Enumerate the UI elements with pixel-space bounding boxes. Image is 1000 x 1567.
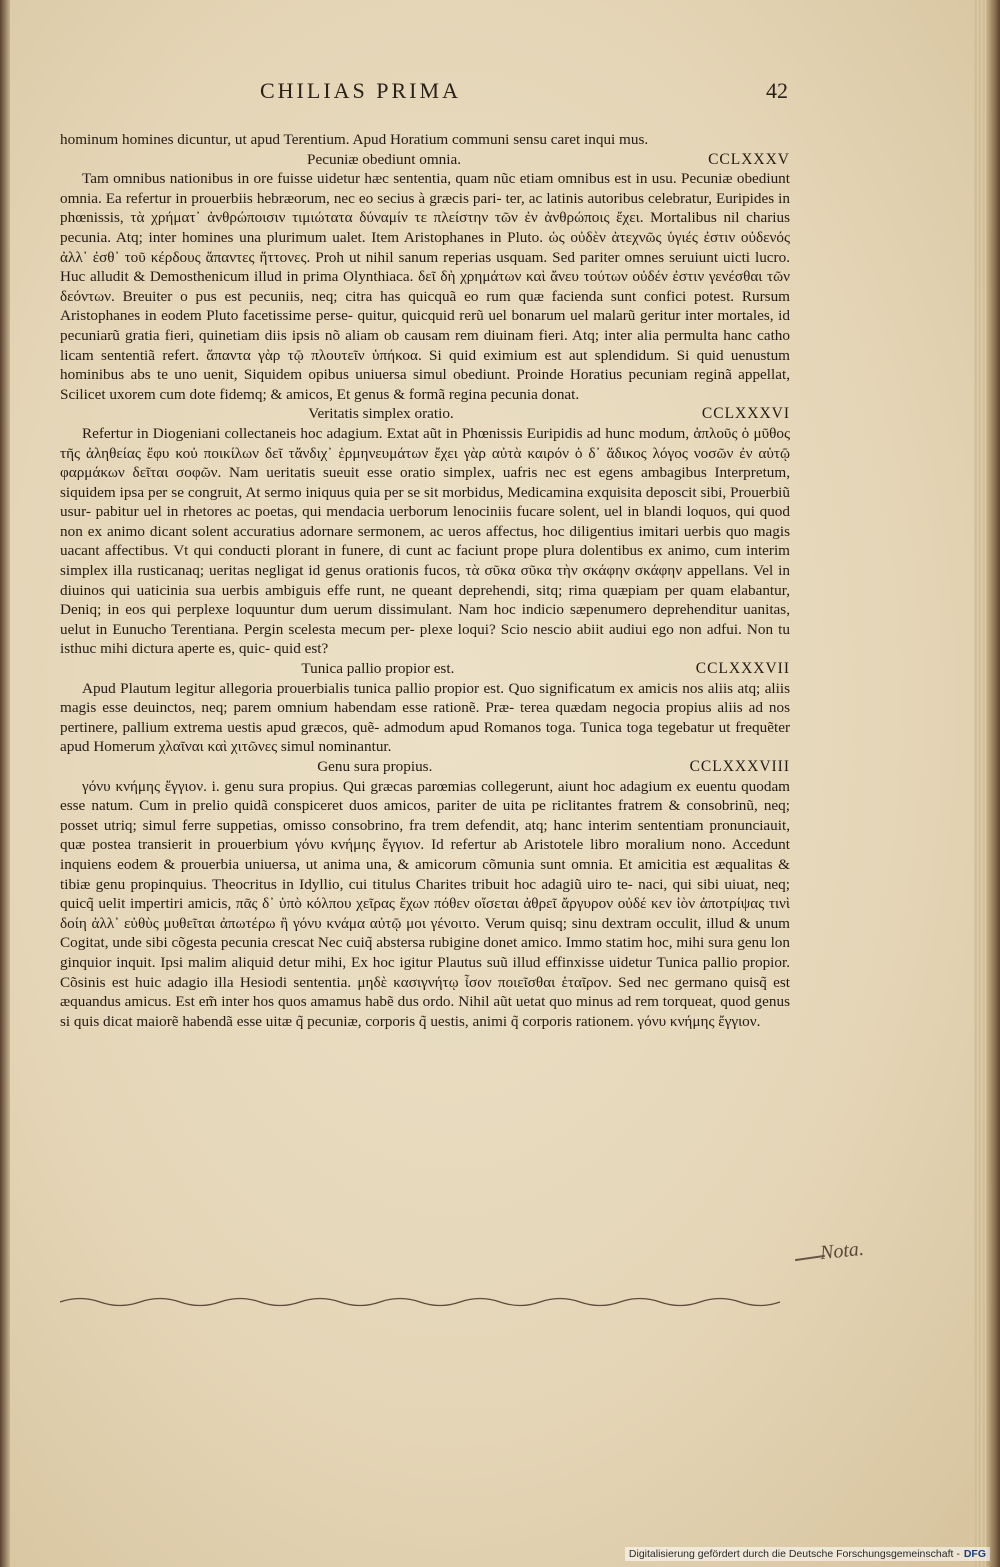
adage-title: Tunica pallio propior est. <box>301 660 455 678</box>
adage-title: Pecuniæ obediunt omnia. <box>307 150 462 168</box>
adage-heading-285 <box>60 150 790 170</box>
dfg-logo: DFG <box>963 1548 986 1560</box>
text-block-3: Refertur in Diogeniani collectaneis hoc adagium. Extat aũt in Phœnissis Euripidis ad hunc modum, ἁπλοῦς ὁ μῦθος τῆς ἀληθείας ἔφυ κοὐ ποικίλων δεῖ τἄνδιχ᾽ ἑρμηνευμάτων ἔχει γὰρ αὐτὰ καιρόν ὁ δ᾽ ἄδικος λόγος νοσῶν ἐν αὑτῷ φαρμάκων δεῖται σοφῶν. Nam ueritatis sueuit esse oratio simplex, uafris nec est egens ambagibus Interpretum, siquidem ipsa per se congruit, At sermo iniquus quia per se sit morbidus, Medicamina exquisita deposcit sibi, Prouerbiũ usur- pabitur uel in rhetores ac poetas, qui mendacia uerborum lenociniis fucare solent, uel in blandi loquos, qui quod non ex animo dicant solent accuratius adornare sermonem, ac ueros affectus, hoc diligentius imitari uerbis quo magis uacant affectibus. Vt qui conducti plorant in funere, di cunt ac faciunt prope plura dolentibus ex animo, cum interim simplex illa rusticanaq; ueritas negligat id genus orationis fucos, τὰ σῦκα σῦκα τὴν σκάφην σκάφην appellans. Vel in diuinos qui uaticinia sua uerbis ambiguis effe runt, ne queant deprehendi, sitq; rima quæpiam per quam elabantur, Deniq; in eos qui perplexe loquuntur dum uerum dissimulant. Nam hoc indicio sæpenumero deprehenditur uanitas, uelut in Eunucho Terentiana. Pergin scelesta mecum per- plexe loqui? Scio nescio abiit audiui ego non adfui. Non tu isthuc mihi dictura aperte es, quic- quid est? <box>60 424 790 658</box>
running-title: CHILIAS PRIMA <box>260 78 461 103</box>
adage-number: CCLXXXVIII <box>689 758 790 775</box>
adage-title: Veritatis simplex oratio. <box>308 405 454 423</box>
adage-title: Genu sura propius. <box>317 758 433 775</box>
adage-heading-286 <box>60 404 790 424</box>
main-text <box>60 130 790 1031</box>
running-head <box>60 78 790 118</box>
adage-number: CCLXXXVI <box>701 405 790 423</box>
text-block-1: hominum homines dicuntur, ut apud Terentium. Apud Horatium communi sensu caret inqui mus. <box>60 131 649 148</box>
adage-heading-288 <box>60 757 790 777</box>
page-number: 42 <box>766 78 788 103</box>
book-edge <box>986 0 1000 1567</box>
text-block-5: γόνυ κνήμης ἔγγιον. i. genu sura propius. Qui græcas parœmias collegerunt, aiunt hoc adagium ex euentu quodam esse natum. Cum in prelio quidã conspiceret duos amicos, pariter de uita pe riclitantes fratrem & consobrinũ, neq; posset utriq; simul ferre suppetias, omisso consobrino, fra trem defendit, atq; hanc interim sententiam pronunciauit, quæ postea transierit in prouerbium γόνυ κνήμης ἔγγιον. Id refertur ab Aristotele libro moralium nono. Accedunt inquiens eodem & prouerbia uniuersa, ut anima una, & amicorum cõmunia sunt omnia. Et amicitia est æqualitas & tibiæ genu propinquius. Theocritus in Idyllio, cui titulus Charites tribuit hoc adagiũ uiro te- naci, qui sibi uiuat, neq; quicq̃ uelit impertiri amicis, πᾶς δ᾽ ὑπὸ κόλπου χεῖρας ἔχων πόθεν οἴσεται ἀθρεῖ ἄργυρον οὐδέ κεν ἰὸν ἀποτρίψας τινὶ δοίη ἀλλ᾽ εὐθὺς μυθεῖται ἀπωτέρω ἢ γόνυ κνάμα αὐτῷ μοι γένοιτο. Verum quisq; sinu dextram occulit, illud & unum Cogitat, unde sibi cõgesta pecunia crescat Nec cuiq̃ abstersa rubigine donet amico. Immo statim hoc, mihi sura genu lon ginquior inquit. Ipsi malim aliquid detur mihi, Ex hoc igitur Plautus suũ illud effinxisse uidetur Tunica pallio propior. Cõsinis est huic adagio illa Hesiodi sententia. μηδὲ κασιγνήτῳ ἶσον ποιεῖσθαι ἑταῖρον. Sed nec germano quisq̃ est æquandus amicus. Est em̃ inter hos quos amamus habẽ dus ordo. Nihil aũt uetat quo minus ad rem torqueat, quod genus si quis dicat maiorẽ habendã esse uitæ q̃ pecuniæ, corporis q̃ uestis, animi q̃ corporis rationem. γόνυ κνήμης ἔγγιον. <box>60 777 790 1030</box>
text-block-2: Tam omnibus nationibus in ore fuisse uidetur hæc sententia, quam nũc etiam omnibus est in usu. Pecuniæ obediunt omnia. Ea refertur in prouerbiis hebræorum, nec eo secius à græcis pari- ter, ac latinis autoribus celebratur, Euripides in phœnissis, τὰ χρήματ᾽ ἀνθρώποισιν τιμιώτατα δύναμίν τε πλείστην τῶν ἐν ἀνθρώποις ἔχει. Mortalibus nil charius pecunia. Atq; inter homines una plurimum ualet. Item Aristophanes in Pluto. ὡς οὐδὲν ἀτεχνῶς ὑγιές ἐστιν οὐδενός ἀλλ᾽ ἐσθ᾽ τοῦ κέρδους ἅπαντες ἥττονες. Proh ut nihil sanum reperias usquam. Sed pariter omnes seruiunt uicti lucro. Huc alludit & Demosthenicum illud in prima Olynthiaca. δεῖ δὴ χρημάτων καὶ ἄνευ τούτων οὐδέν ἐστιν γενέσθαι τῶν δεόντων. Breuiter o pus est pecuniis, neq; citra has quicquã eo rum quæ facienda sunt confici potest. Rursum Aristophanes in eodem Pluto facetissime perse- quitur, quicquid rerũ uel bonarum uel malarũ geritur inter mortales, id pecuniarũ gratia fieri, quinetiam diis ipsis nõ aliam ob causam rem diuinam fieri. Atq; inter alia permulta hanc catho licam sententiã refert. ἅπαντα γὰρ τῷ πλουτεῖν ὑπήκοα. Si quid eximium est aut splendidum. Si quid uenustum hominibus abs te uno uenit, Siquidem opibus uniuersa simul obediunt. Proinde Horatius pecuniam reginã appellat, Scilicet uxorem cum dote fidemq; & amicos, Et genus & formã regina pecunia donat. <box>60 170 790 403</box>
digitization-footer <box>625 1547 990 1561</box>
margin-note: Nota. <box>818 1237 865 1265</box>
page-stack-edge <box>974 0 986 1567</box>
adage-number: CCLXXXVII <box>695 660 790 678</box>
text-block-4: Apud Plautum legitur allegoria prouerbialis tunica pallio propior est. Quo significatum ex amicis nos aliis atq; aliis magis esse deuinctos, neq; parem omnium habendam esse rationẽ. Præ- terea quædam negocia propius aliis ad nos pertinere, pallium extrema uestis apud græcos, quẽ- admodum apud Romanos toga. Tunica toga tegebatur ut frequẽter apud Homerum χλαῖναι καὶ χιτῶνες simul nominantur. <box>60 679 790 756</box>
footer-text: Digitalisierung gefördert durch die Deutsche Forschungsgemeinschaft - <box>628 1548 960 1560</box>
handwritten-underline <box>60 1295 800 1309</box>
adage-heading-287 <box>60 659 790 679</box>
adage-number: CCLXXXV <box>708 150 790 168</box>
page-gutter <box>0 0 10 1567</box>
